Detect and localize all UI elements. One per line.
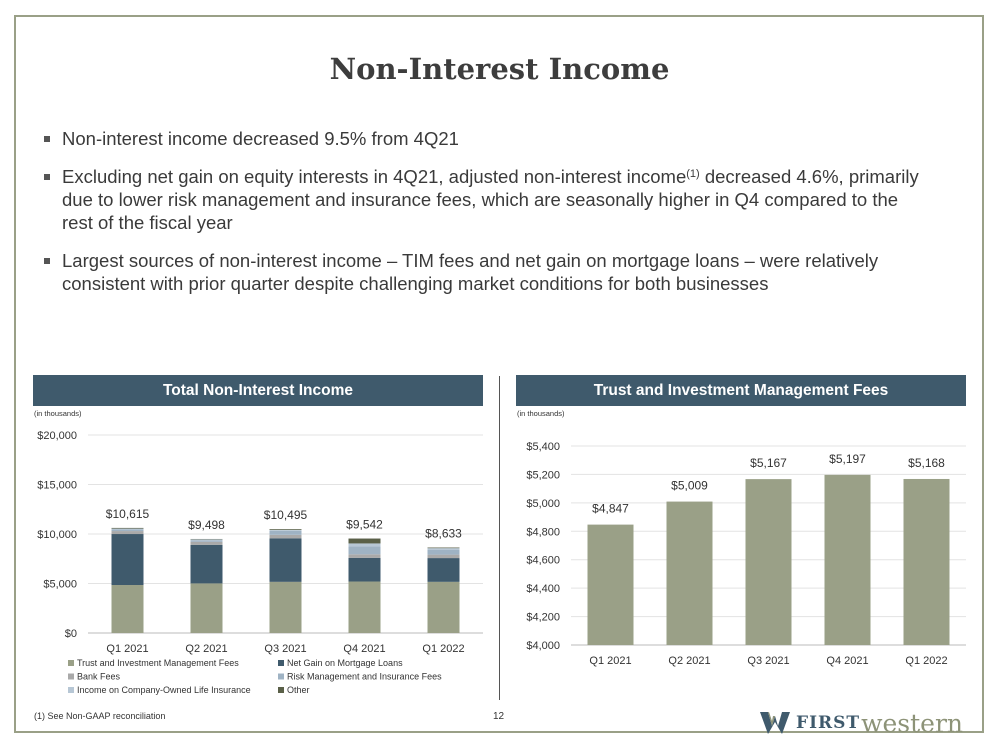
bar-segment [112, 585, 144, 633]
y-tick-label: $4,400 [526, 583, 560, 596]
bullet-item [44, 127, 934, 150]
company-logo [760, 708, 963, 738]
legend-swatch [68, 687, 74, 693]
bar-segment [112, 531, 144, 534]
legend-swatch [278, 674, 284, 680]
y-tick-label: $4,200 [526, 611, 560, 624]
page-title: Non-Interest Income [329, 52, 670, 86]
x-tick-label: Q1 2021 [106, 643, 149, 655]
total-label: $9,542 [346, 517, 383, 532]
bar-segment [191, 540, 223, 541]
y-tick-label: $0 [64, 628, 77, 640]
bar-segment [349, 554, 381, 557]
value-label: $5,167 [750, 456, 787, 471]
y-tick-label: $4,800 [526, 526, 560, 539]
value-label: $5,009 [671, 478, 708, 493]
footnote-ref: (1) [686, 168, 700, 180]
logo-western: western [861, 708, 963, 738]
unit-note: (in thousands) [34, 409, 82, 418]
y-tick-label: $4,000 [526, 640, 560, 652]
bar-segment [191, 545, 223, 584]
bar-segment [112, 529, 144, 530]
y-tick-label: $5,400 [526, 441, 560, 453]
logo-mark-icon [760, 712, 790, 734]
bar-segment [112, 534, 144, 585]
chart-header-tim: Trust and Investment Management Fees [516, 375, 966, 406]
y-tick-label: $5,000 [526, 497, 560, 510]
bar-segment [349, 546, 381, 554]
total-label: $10,495 [263, 508, 308, 523]
chart-header-total: Total Non-Interest Income [33, 375, 483, 406]
y-tick-label: $20,000 [37, 430, 77, 442]
value-label: $5,168 [908, 455, 945, 470]
x-tick-label: Q4 2021 [343, 643, 386, 655]
bullet-item [44, 249, 934, 295]
bar [825, 475, 871, 645]
x-tick-label: Q3 2021 [264, 643, 307, 655]
legend-label: Net Gain on Mortgage Loans [287, 658, 403, 668]
footnote: (1) See Non-GAAP reconciliation [34, 711, 166, 721]
bullet-marker [44, 258, 50, 264]
legend-label: Bank Fees [77, 671, 121, 682]
bullet-text: decreased 4.6%, primarily due to lower risk management and insurance fees, which are seasonally higher in Q4 compared to the rest of the fiscal year [62, 166, 919, 233]
x-tick-label: Q2 2021 [185, 643, 228, 655]
y-tick-label: $5,000 [43, 578, 77, 591]
bar [904, 479, 950, 645]
bar-segment [349, 543, 381, 546]
total-label: $10,615 [105, 506, 150, 521]
legend-label: Other [287, 685, 310, 695]
bar-segment [191, 539, 223, 540]
bullet-list [44, 127, 934, 310]
bar-segment [349, 582, 381, 633]
value-label: $5,197 [829, 451, 866, 466]
bar-segment [270, 535, 302, 538]
x-tick-label: Q3 2021 [747, 655, 790, 667]
x-tick-label: Q1 2022 [422, 643, 465, 655]
bullet-marker [44, 136, 50, 142]
x-tick-label: Q1 2021 [589, 655, 632, 667]
bar [588, 525, 634, 645]
y-tick-label: $15,000 [37, 479, 77, 492]
legend-swatch [278, 660, 284, 666]
bullet-text: Largest sources of non-interest income – TIM fees and net gain on mortgage loans – were relatively consistent with prior quarter despite challenging market conditions for both businesses [62, 250, 879, 294]
legend-label: Trust and Investment Management Fees [77, 658, 239, 668]
bar-segment [428, 550, 460, 555]
bullet-text: Excluding net gain on equity interests in 4Q21, adjusted non-interest income [62, 166, 687, 187]
bar-segment [270, 531, 302, 535]
bar-segment [112, 528, 144, 529]
bar-segment [428, 582, 460, 633]
bar [667, 502, 713, 645]
y-tick-label: $10,000 [37, 529, 77, 541]
tim-fees-chart [513, 405, 973, 675]
bar-segment [428, 548, 460, 549]
unit-note: (in thousands) [517, 409, 565, 418]
total-label: $8,633 [425, 526, 462, 541]
value-label: $4,847 [592, 501, 629, 516]
bar-segment [191, 583, 223, 633]
bar-segment [270, 530, 302, 531]
logo-first: FIRST [796, 713, 861, 733]
panel-divider [499, 376, 500, 700]
x-tick-label: Q4 2021 [826, 655, 869, 667]
bullet-marker [44, 174, 50, 180]
x-tick-label: Q1 2022 [905, 655, 948, 667]
bullet-text: Non-interest income decreased 9.5% from 4Q21 [62, 128, 459, 149]
bar-segment [270, 538, 302, 582]
y-tick-label: $5,200 [526, 469, 560, 482]
total-label: $9,498 [188, 517, 225, 532]
bar-segment [112, 530, 144, 531]
bar-segment [428, 555, 460, 558]
bar-segment [428, 558, 460, 582]
bar-segment [428, 548, 460, 549]
page-number: 12 [493, 711, 505, 722]
bar-segment [270, 582, 302, 633]
y-tick-label: $4,600 [526, 554, 560, 567]
bar-segment [349, 558, 381, 582]
legend-label: Risk Management and Insurance Fees [287, 671, 442, 682]
legend-swatch [68, 660, 74, 666]
legend-swatch [68, 674, 74, 680]
bar [746, 479, 792, 645]
legend-label: Income on Company-Owned Life Insurance [77, 685, 251, 695]
legend-swatch [278, 687, 284, 693]
x-tick-label: Q2 2021 [668, 655, 711, 667]
total-non-interest-income-chart [30, 405, 490, 705]
bar-segment [270, 529, 302, 530]
bullet-item [44, 165, 934, 234]
bar-segment [349, 539, 381, 544]
bar-segment [191, 542, 223, 545]
